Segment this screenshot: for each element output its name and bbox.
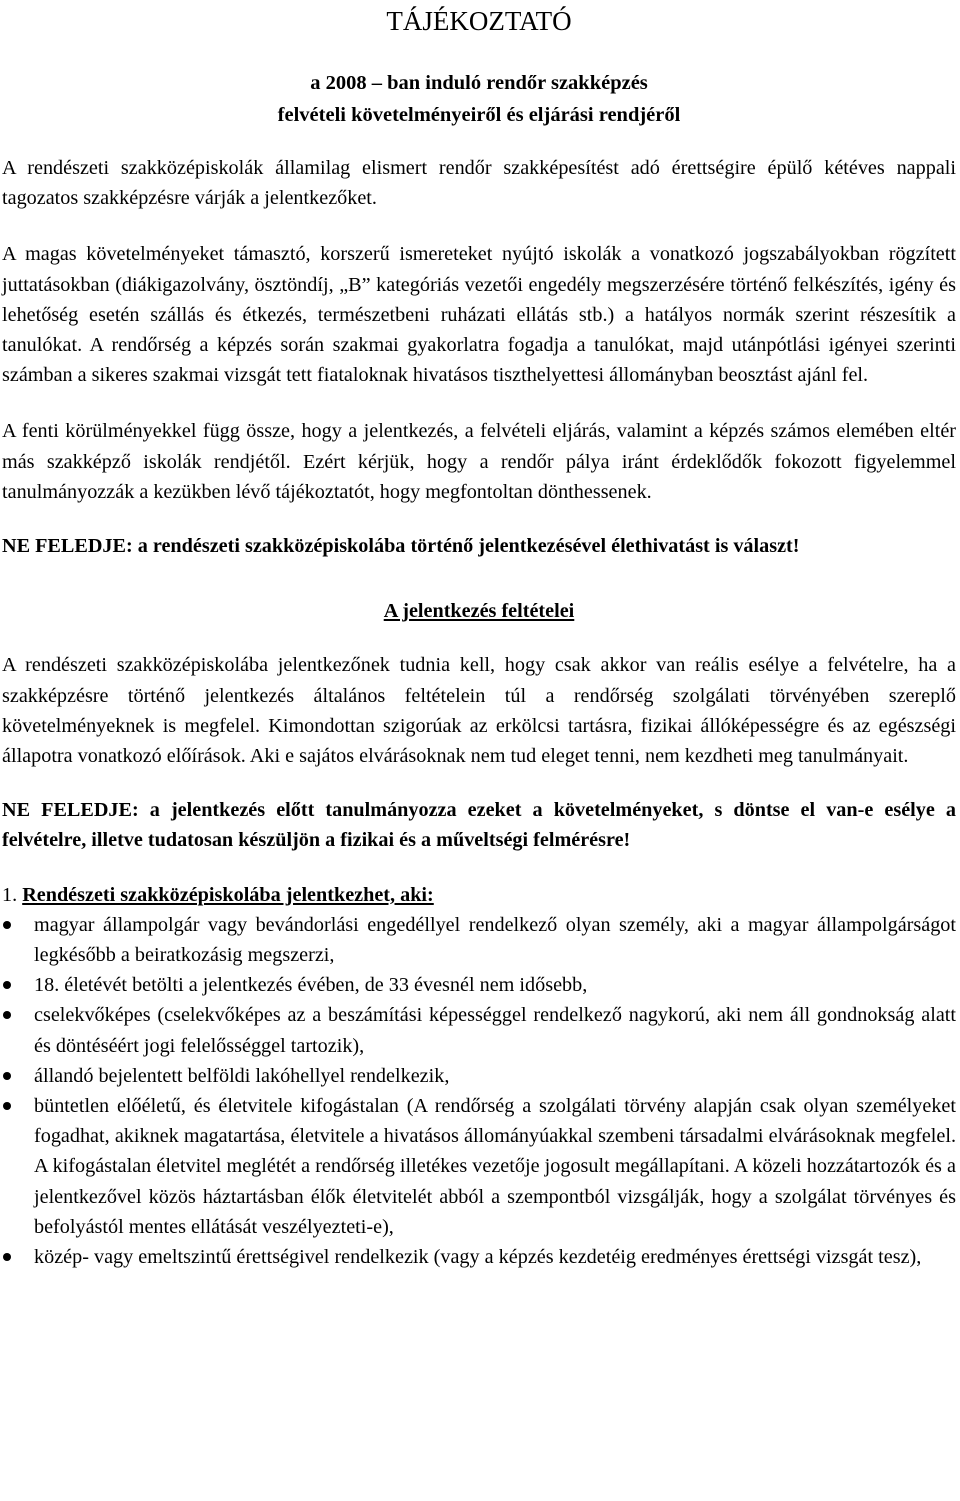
list-item-text: magyar állampolgár vagy bevándorlási engedéllyel rendelkező olyan személy, aki a magyar állampolgárságot legkésőbb a beiratkozásig megszerzi, xyxy=(34,913,956,967)
subtitle-line-2: felvételi követelményeiről és eljárási rendjéről xyxy=(277,104,681,126)
procedure-paragraph: A fenti körülményekkel függ össze, hogy a jelentkezés, a felvételi eljárás, valamint a képzés számos elemében eltér más szakképző iskolák rendjétől. Ezért kérjük, hogy a rendőr pálya iránt érdeklődők fokozott figyelemmel tanulmányozzák a kezükben lévő tájékoztatót, hogy megfontoltan dönthessenek. xyxy=(2,420,956,503)
intro-paragraph: A rendészeti szakközépiskolák államilag elismert rendőr szakképesítést adó érettségire épülő kétéves nappali tagozatos szakképzésre várják a jelentkezőket. xyxy=(2,157,956,210)
list-number: 1. xyxy=(2,883,18,906)
document-title: TÁJÉKOZTATÓ xyxy=(386,6,572,36)
list-heading-text: Rendészeti szakközépiskolába jelentkezhet, aki: xyxy=(22,883,434,906)
list-item-text: cselekvőképes (cselekvőképes az a beszámítási képességgel rendelkező nagykorú, aki nem áll gondnokság alatt és döntéséért jogi felelősséggel tartozik), xyxy=(34,1004,956,1057)
eligibility-list xyxy=(2,910,956,1272)
list-item-text: 18. életévét betölti a jelentkezés évében, de 33 évesnél nem idősebb, xyxy=(34,974,588,997)
document-page xyxy=(2,0,956,1272)
list-item-text: büntetlen előéletű, és életvitele kifogástalan (A rendőrség a szolgálati törvény alapján csak olyan személyeket fogadhat, akiknek magatartása, életvitele a hivatásos állományúakkal szembeni társadalmi elvárásoknak megfelel. A kifogástalan életvitel meglétét a rendőrség illetékes vezetője jogosult megállapítani. A közeli hozzátartozók és a jelentkezővel közös háztartásban élők életvitelét abból a szempontból vizsgálják, hogy a szolgálat törvényes és befolyástól mentes ellátását veszélyezteti-e), xyxy=(34,1095,956,1238)
list-heading xyxy=(2,880,956,910)
requirements-paragraph: A rendészeti szakközépiskolába jelentkezőnek tudnia kell, hogy csak akkor van reális esélye a felvételre, ha a szakképzésre történő jelentkezés általános feltételein túl a rendőrség szolgálati törvényében szereplő követelményeknek is megfelel. Kimondottan szigorúak az erkölcsi tartásra, fizikai állóképességre és az egészségi állapotra vonatkozó előírások. Aki e sajátos elvárásoknak nem tud eleget tenni, nem kezdheti meg tanulmányait. xyxy=(2,654,956,768)
list-item-text: állandó bejelentett belföldi lakóhellyel rendelkezik, xyxy=(34,1064,450,1087)
list-item xyxy=(2,1091,956,1242)
section-title: A jelentkezés feltételei xyxy=(383,600,575,623)
reminder-note-2: NE FELEDJE: a jelentkezés előtt tanulmányozza ezeket a követelményeket, s döntse el van-e esélye a felvételre, illetve tudatosan készüljön a fizikai és a műveltségi felmérésre! xyxy=(2,799,956,852)
reminder-note-1: NE FELEDJE: a rendészeti szakközépiskolába történő jelentkezésével élethivatást is választ! xyxy=(2,535,800,558)
list-item xyxy=(2,970,956,1000)
list-item xyxy=(2,1000,956,1060)
list-item xyxy=(2,1061,956,1091)
list-item xyxy=(2,910,956,970)
list-item xyxy=(2,1242,956,1272)
list-item-text: közép- vagy emeltszintű érettségivel rendelkezik (vagy a képzés kezdetéig eredményes érettségi vizsgát tesz), xyxy=(34,1246,922,1269)
benefits-paragraph: A magas követelményeket támasztó, korszerű ismereteket nyújtó iskolák a vonatkozó jogszabályokban rögzített juttatásokban (diákigazolvány, ösztöndíj, „B” kategóriás vezetői engedély megszerzésére történő felkészítés, igény és lehetőség esetén szállás és étkezés, természetbeni ruházati ellátás stb.) a hatályos normák szerint részesítik a tanulókat. A rendőrség a képzés során szakmai gyakorlatra fogadja a tanulókat, majd utánpótlási igényei szerinti számban a sikeres szakmai vizsgát tett fiataloknak hivatásos tiszthelyettesi állományban beosztást ajánl fel. xyxy=(2,243,956,387)
document-subtitle xyxy=(2,67,956,131)
subtitle-line-1: a 2008 – ban induló rendőr szakképzés xyxy=(310,72,648,94)
